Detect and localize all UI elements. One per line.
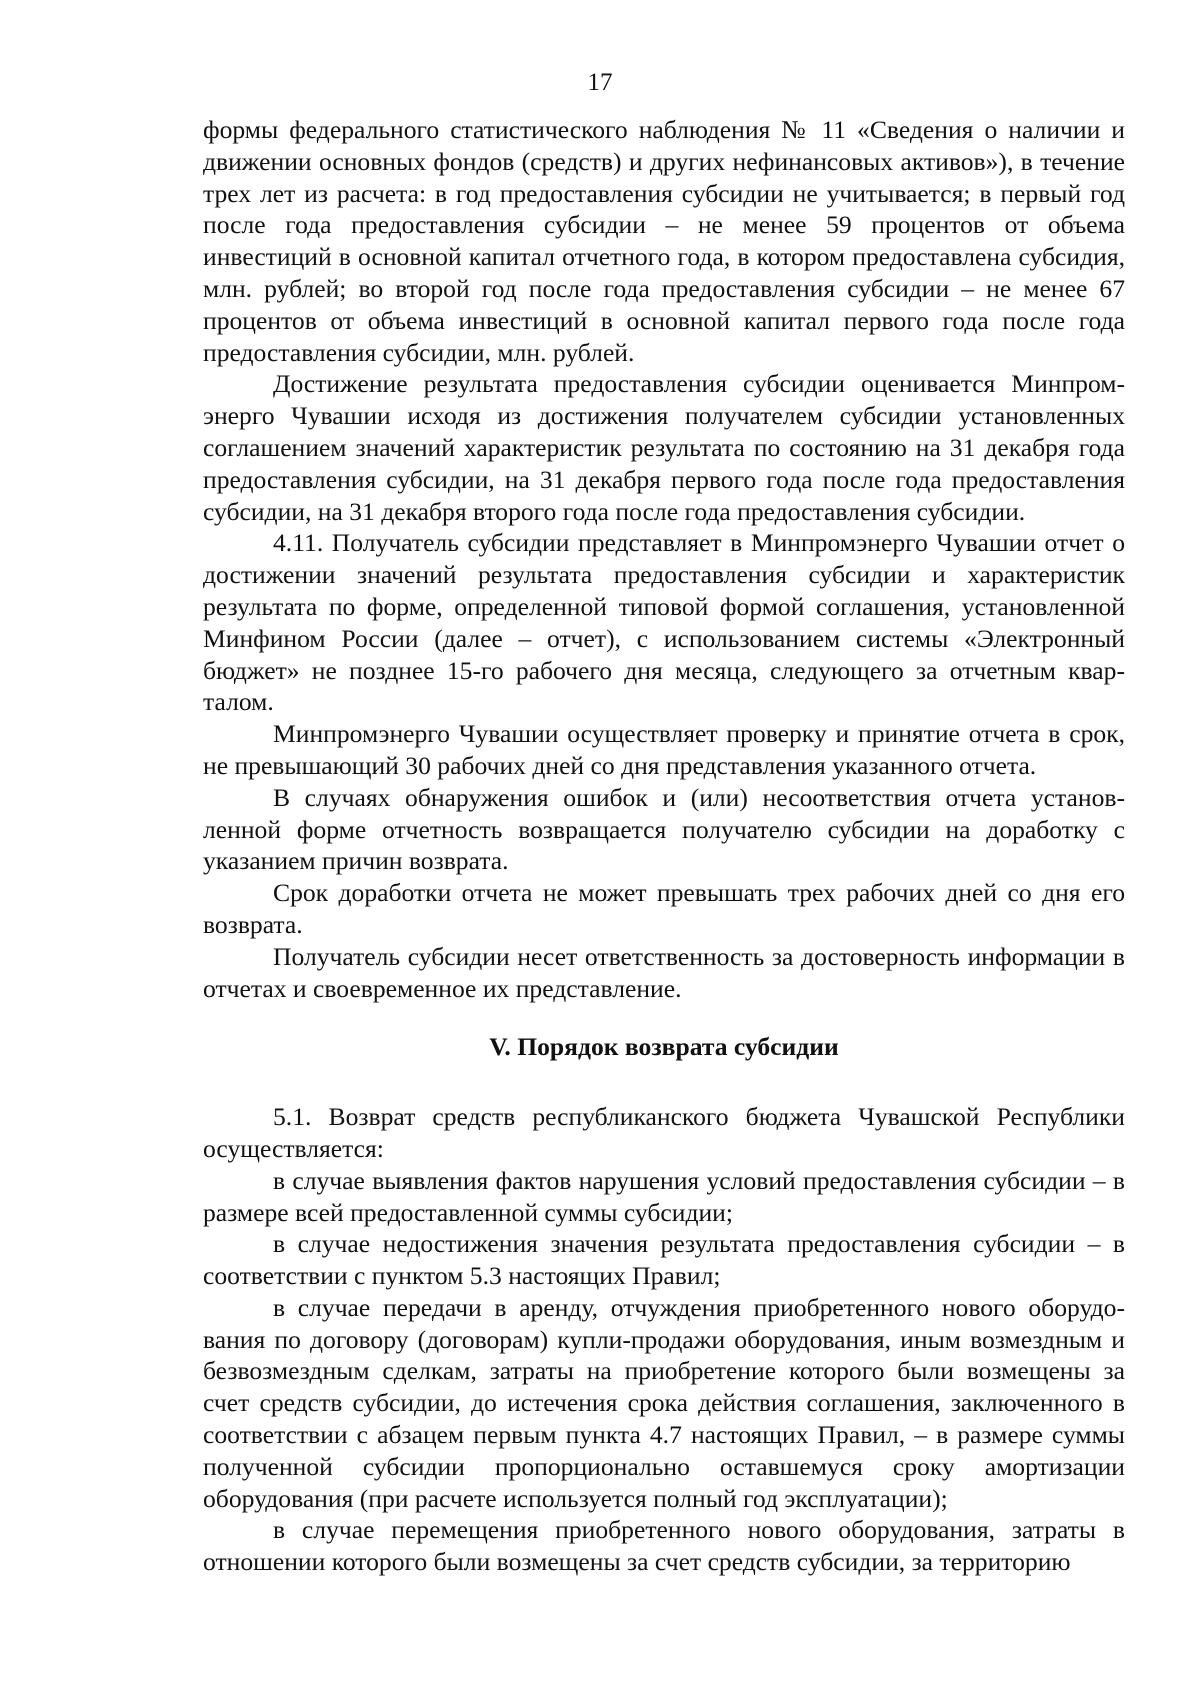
paragraph-lease-alienation-case: в случае передачи в аренду, отчуждения приобретенного нового оборудования по договору (договорам) купли-продажи оборудования, иным возмездным и безвозмездным сделкам, затраты на приобретение которого были возмещены за счет средств субсидии, до истечения срока действия соглашения, заключенного в соответствии с абзацем первым пункта 4.7 настоящих Правил, – в размере суммы полученной субсидии пропорционально оставшемуся сроку амортизации оборудования (при расчете используется полный год эксплуатации); — [203, 1292, 1125, 1513]
paragraph-continuation: формы федерального статистического наблюдения № 11 «Сведения о наличии и движении основных фондов (средств) и других нефинансовых активов»), в течение трех лет из расчета: в год предоставления субсидии не учитывается; в первый год после года предоставления субсидии – не менее 59 процентов от объема инвестиций в основной капитал отчетного года, в котором предоставлена субсидия, млн. рублей; во второй год после года предоставления субсидии – не менее 67 процентов от объема инвестиций в основной капитал первого года после года предоставления субсидии, млн. рублей. — [203, 115, 1125, 367]
paragraph-report-verification: Минпромэнерго Чувашии осуществляет проверку и принятие отчета в срок, не превышающий 30 рабочих дней со дня представления указанного отчета. — [203, 719, 1125, 780]
paragraph-responsibility: Получатель субсидии несет ответственность за достоверность информации в отчетах и своевременное их представление. — [203, 941, 1125, 1003]
paragraph-5-1-return: 5.1. Возврат средств республиканского бюджета Чувашской Республики осуществляется: — [203, 1102, 1125, 1163]
document-body — [203, 114, 1125, 1578]
paragraph-report-errors: В случаях обнаружения ошибок и (или) несоответствия отчета установленной форме отчетность возвращается получателю субсидии на доработку с указанием причин возврата. — [203, 782, 1125, 876]
paragraph-result-assessment: Достижение результата предоставления субсидии оценивается Минпромэнерго Чувашии исходя из достижения получателем субсидии установленных соглашением значений характеристик результата по состоянию на 31 декабря года предоставления субсидии, на 31 декабря первого года после года предоставления субсидии, на 31 декабря второго года после года предоставления субсидии. — [203, 369, 1125, 526]
page-number: 17 — [587, 69, 613, 96]
paragraph-violation-case: в случае выявления фактов нарушения условий предоставления субсидии – в размере всей предоставленной суммы субсидии; — [203, 1165, 1125, 1227]
paragraph-4-11-report: 4.11. Получатель субсидии представляет в Минпромэнерго Чувашии отчет о достижении значений результата предоставления субсидии и характеристик результата по форме, определенной типовой формой соглашения, установленной Минфином России (далее – отчет), с использованием системы «Электронный бюджет» не позднее 15-го рабочего дня месяца, следующего за отчетным кварталом. — [203, 528, 1125, 717]
section-heading: V. Порядок возврата субсидии — [489, 1032, 839, 1062]
paragraph-non-achievement-case: в случае недостижения значения результата предоставления субсидии – в соответствии с пунктом 5.3 настоящих Правил; — [203, 1229, 1125, 1291]
paragraph-relocation-case: в случае перемещения приобретенного нового оборудования, затраты в отношении которого были возмещены за счет средств субсидии, за территорию — [203, 1515, 1125, 1577]
paragraph-revision-term: Срок доработки отчета не может превышать трех рабочих дней со дня его возврата. — [203, 878, 1125, 939]
